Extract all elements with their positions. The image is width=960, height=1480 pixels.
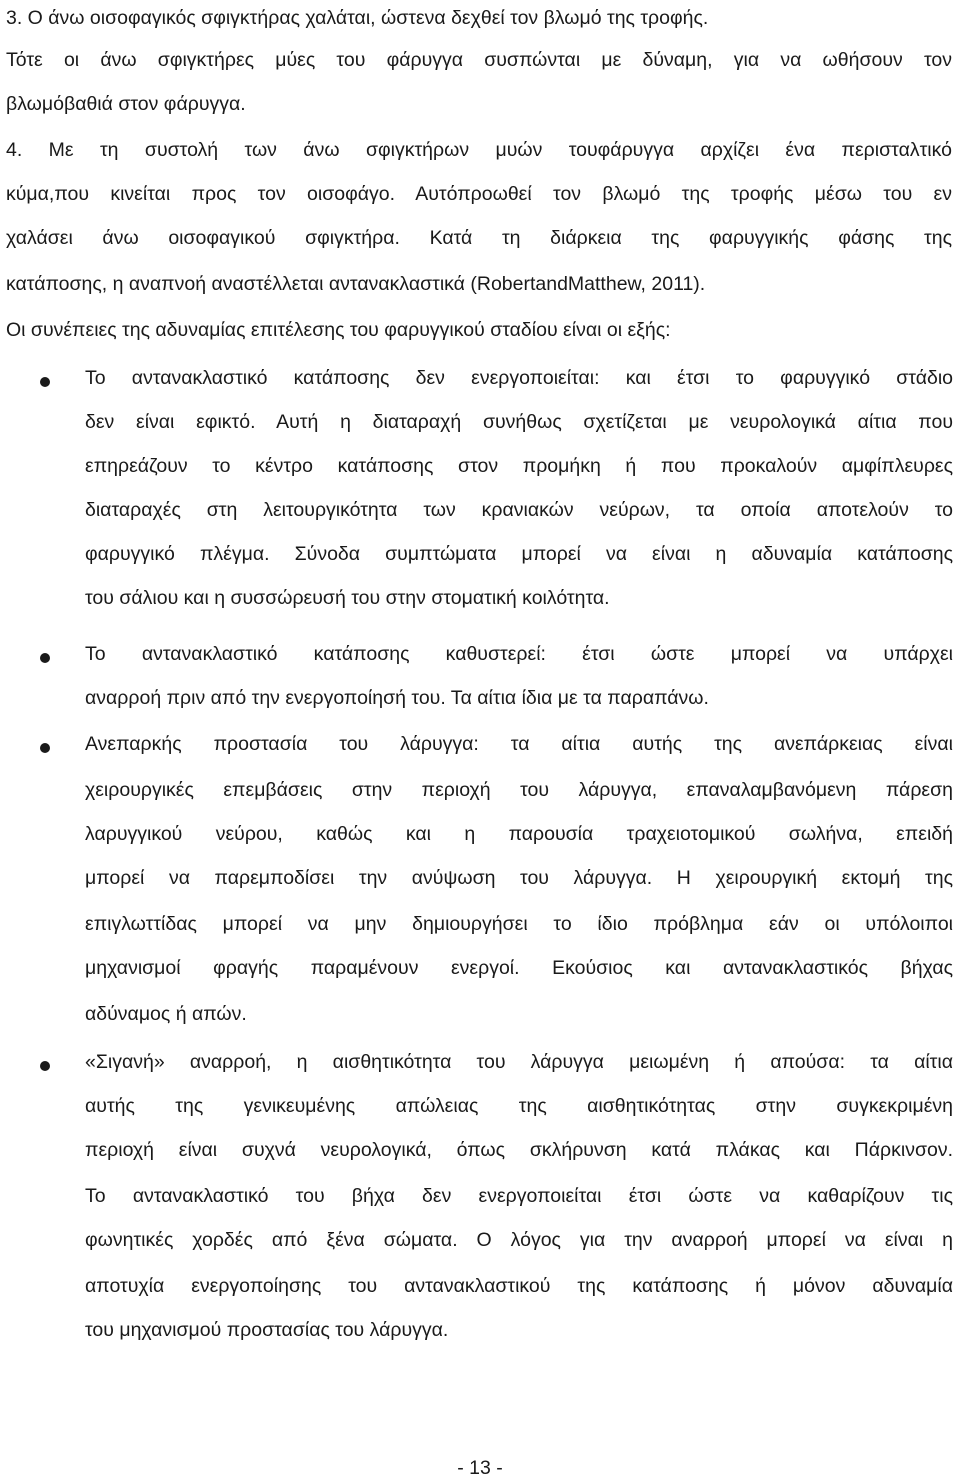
bullet-1-line-3: επηρεάζουν το κέντρο κατάποσης στον προμήκη ή που προκαλούν αμφίπλευρες [85, 455, 953, 477]
bullet-2-line-2: αναρροή πριν από την ενεργοποίησή του. Τα αίτια ίδια με τα παραπάνω. [85, 687, 709, 709]
item3-line-2: Τότε οι άνω σφιγκτήρες μύες του φάρυγγα συσπώνται με δύναμη, για να ωθήσουν τον [6, 49, 952, 71]
bullet-3-line-5: επιγλωττίδας μπορεί να μην δημιουργήσει το ίδιο πρόβλημα εάν οι υπόλοιποι [85, 913, 953, 935]
bullet-3-line-4: μπορεί να παρεμποδίσει την ανύψωση του λάρυγγα. Η χειρουργική εκτομή της [85, 867, 953, 889]
consequences-intro: Οι συνέπειες της αδυναμίας επιτέλεσης του φαρυγγικού σταδίου είναι οι εξής: [6, 319, 671, 341]
item4-line-1: 4. Με τη συστολή των άνω σφιγκτήρων μυών τουφάρυγγα αρχίζει ένα περισταλτικό [6, 139, 952, 161]
bullet-4-line-6: αποτυχία ενεργοποίησης του αντανακλαστικού της κατάποσης ή μόνον αδυναμία [85, 1275, 953, 1297]
bullet-4-line-5: φωνητικές χορδές από ξένα σώματα. Ο λόγος για την αναρροή μπορεί να είναι η [85, 1229, 953, 1251]
bullet-icon [40, 1061, 50, 1071]
bullet-1-line-4: διαταραχές στη λειτουργικότητα των κρανιακών νεύρων, τα οποία αποτελούν το [85, 499, 953, 521]
bullet-3-line-2: χειρουργικές επεμβάσεις στην περιοχή του λάρυγγα, επαναλαμβανόμενη πάρεση [85, 779, 953, 801]
bullet-4-line-3: περιοχή είναι συχνά νευρολογικά, όπως σκλήρυνση κατά πλάκας και Πάρκινσον. [85, 1139, 953, 1161]
item3-line-1: 3. Ο άνω οισοφαγικός σφιγκτήρας χαλάται, ώστενα δεχθεί τον βλωμό της τροφής. [6, 7, 709, 29]
bullet-4-line-7: του μηχανισμού προστασίας του λάρυγγα. [85, 1319, 449, 1341]
item4-line-2: κύμα,που κινείται προς τον οισοφάγο. Αυτόπροωθεί τον βλωμό της τροφής μέσω του εν [6, 183, 952, 205]
bullet-4-line-2: αυτής της γενικευμένης απώλειας της αισθητικότητας στην συγκεκριμένη [85, 1095, 953, 1117]
bullet-1-line-1: Το αντανακλαστικό κατάποσης δεν ενεργοποιείται: και έτσι το φαρυγγικό στάδιο [85, 367, 953, 389]
bullet-1-line-6: του σάλιου και η συσσώρευσή του στην στοματική κοιλότητα. [85, 587, 610, 609]
bullet-1-line-2: δεν είναι εφικτό. Αυτή η διαταραχή συνήθως σχετίζεται με νευρολογικά αίτια που [85, 411, 953, 433]
bullet-icon [40, 743, 50, 753]
bullet-3-line-6: μηχανισμοί φραγής παραμένουν ενεργοί. Εκούσιος και αντανακλαστικός βήχας [85, 957, 953, 979]
bullet-3-line-7: αδύναμος ή απών. [85, 1003, 247, 1025]
item4-line-4: κατάποσης, η αναπνοή αναστέλλεται αντανακλαστικά (RobertandMatthew, 2011). [6, 273, 706, 295]
bullet-4-line-4: Το αντανακλαστικό του βήχα δεν ενεργοποιείται έτσι ώστε να καθαρίζουν τις [85, 1185, 953, 1207]
bullet-1-line-5: φαρυγγικό πλέγμα. Σύνοδα συμπτώματα μπορεί να είναι η αδυναμία κατάποσης [85, 543, 953, 565]
bullet-4-line-1: «Σιγανή» αναρροή, η αισθητικότητα του λάρυγγα μειωμένη ή απούσα: τα αίτια [85, 1051, 953, 1073]
bullet-3-line-3: λαρυγγικού νεύρου, καθώς και η παρουσία τραχειοτομικού σωλήνα, επειδή [85, 823, 953, 845]
page-number: - 13 - [457, 1457, 503, 1479]
bullet-icon [40, 377, 50, 387]
bullet-2-line-1: Το αντανακλαστικό κατάποσης καθυστερεί: έτσι ώστε μπορεί να υπάρχει [85, 643, 953, 665]
bullet-3-line-1: Ανεπαρκής προστασία του λάρυγγα: τα αίτια αυτής της ανεπάρκειας είναι [85, 733, 953, 755]
item4-line-3: χαλάσει άνω οισοφαγικού σφιγκτήρα. Κατά τη διάρκεια της φαρυγγικής φάσης της [6, 227, 952, 249]
item3-line-3: βλωμόβαθιά στον φάρυγγα. [6, 93, 246, 115]
bullet-icon [40, 653, 50, 663]
